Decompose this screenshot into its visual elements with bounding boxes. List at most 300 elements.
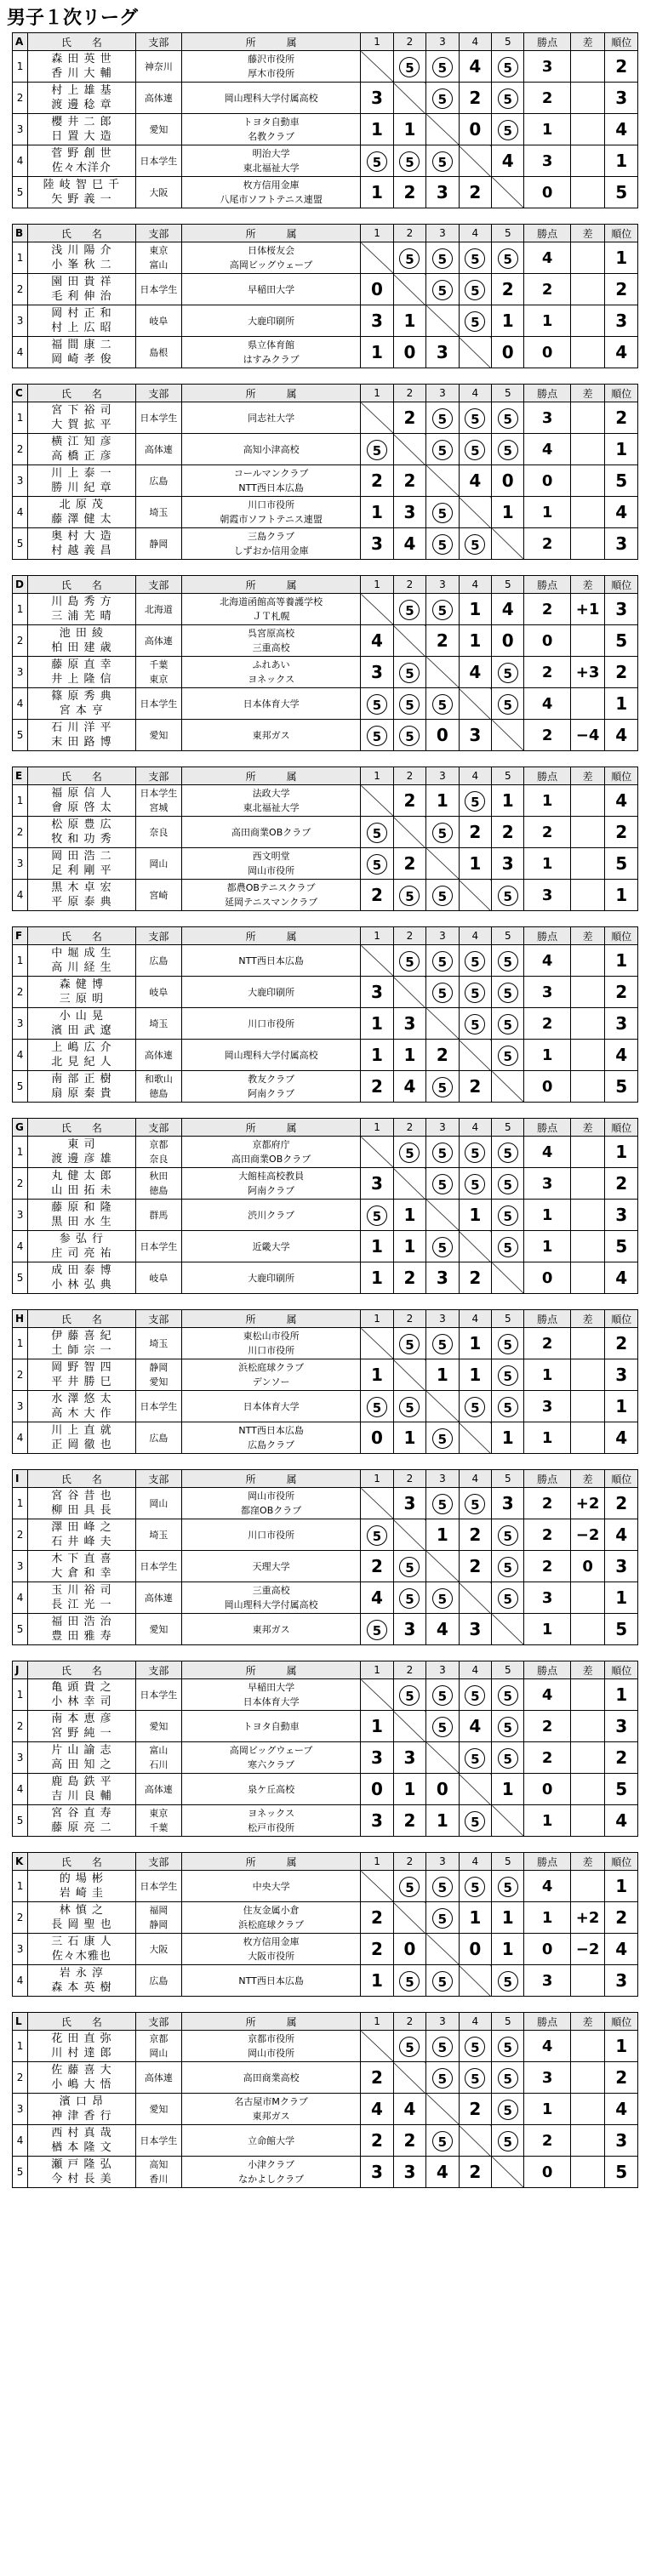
score-diff: +1	[570, 594, 605, 625]
winning-score-circle: 5	[498, 951, 518, 972]
rank: 5	[605, 1774, 638, 1805]
match-score	[393, 594, 425, 625]
win-points: 3	[524, 402, 570, 434]
branch-name: 愛知	[149, 1376, 168, 1388]
match-score	[492, 1551, 524, 1582]
player-names	[28, 2125, 136, 2157]
player-branch	[135, 83, 181, 114]
match-score	[393, 1328, 425, 1359]
rank: 1	[605, 1391, 638, 1422]
win-points: 2	[524, 2125, 570, 2157]
match-score	[492, 434, 524, 465]
winning-score-circle: 5	[399, 151, 420, 172]
player-row	[13, 720, 638, 751]
player-name: 小 林 幸 司	[51, 1695, 112, 1708]
header-opponent-5: 5	[492, 1661, 524, 1679]
match-score	[426, 880, 459, 911]
player-row	[13, 657, 638, 688]
affiliation-name: NTT西日本広島	[238, 1425, 304, 1436]
win-points: 1	[524, 785, 570, 817]
affiliation-name: 高岡ビッグウェーブ	[229, 259, 313, 271]
match-score	[393, 1137, 425, 1168]
player-name: 篠 原 秀 典	[51, 690, 112, 703]
affiliation-name: ふれあい	[252, 659, 290, 670]
score-diff	[570, 1168, 605, 1200]
header-diff: 差	[570, 927, 605, 945]
winning-score-circle: 5	[432, 534, 453, 555]
player-branch	[135, 1934, 181, 1965]
branch-name: 石川	[149, 1759, 168, 1770]
winning-score-circle: 5	[465, 2037, 485, 2057]
winning-score-circle: 5	[399, 1334, 420, 1354]
match-score: 2	[393, 177, 425, 208]
player-row	[13, 2157, 638, 2188]
match-score: 3	[361, 657, 393, 688]
score-diff	[570, 114, 605, 145]
match-score: 1	[393, 1200, 425, 1231]
self-match-diagonal	[361, 1488, 393, 1519]
match-score	[459, 1008, 491, 1040]
league-table-f	[12, 926, 638, 1103]
self-match-diagonal	[459, 1040, 491, 1071]
branch-name: 高体連	[144, 2072, 173, 2083]
player-number: 3	[13, 1934, 28, 1965]
player-names	[28, 1965, 136, 1997]
match-score: 2	[393, 465, 425, 497]
match-score: 0	[459, 1934, 491, 1965]
header-affiliation: 所 属	[181, 1853, 360, 1871]
winning-score-circle: 5	[465, 1397, 485, 1417]
player-names	[28, 51, 136, 83]
rank: 3	[605, 2125, 638, 2157]
match-score	[492, 945, 524, 977]
winning-score-circle: 5	[399, 726, 420, 746]
match-score: 1	[459, 594, 491, 625]
player-branch	[135, 1519, 181, 1551]
player-number: 1	[13, 785, 28, 817]
score-diff	[570, 177, 605, 208]
rank: 1	[605, 1137, 638, 1168]
branch-name: 高体連	[144, 92, 173, 104]
player-row	[13, 1040, 638, 1071]
match-score: 0	[492, 337, 524, 368]
rank: 5	[605, 848, 638, 880]
match-score	[426, 945, 459, 977]
player-affiliation	[181, 1774, 360, 1805]
match-score: 1	[459, 848, 491, 880]
player-number: 2	[13, 1359, 28, 1391]
winning-score-circle: 5	[465, 440, 485, 460]
branch-name: 群馬	[149, 1209, 168, 1221]
winning-score-circle: 5	[432, 1428, 453, 1449]
header-name: 氏 名	[28, 225, 136, 242]
player-names	[28, 177, 136, 208]
header-rank: 順位	[605, 1470, 638, 1488]
winning-score-circle: 5	[498, 1557, 518, 1577]
rank: 4	[605, 114, 638, 145]
player-name: 石 川 洋 平	[51, 721, 112, 734]
header-branch: 支部	[135, 385, 181, 402]
affiliation-name: 京都市役所	[248, 2033, 295, 2044]
rank: 5	[605, 465, 638, 497]
header-opponent-4: 4	[459, 33, 491, 51]
win-points: 2	[524, 594, 570, 625]
player-affiliation	[181, 1871, 360, 1902]
match-score: 2	[492, 817, 524, 848]
affiliation-name: 東松山市役所	[243, 1331, 300, 1342]
winning-score-circle: 5	[465, 280, 485, 300]
player-name: 神 津 香 行	[51, 2110, 112, 2123]
player-row	[13, 1711, 638, 1742]
rank: 1	[605, 2031, 638, 2062]
match-score: 3	[361, 1805, 393, 1837]
self-match-diagonal	[393, 625, 425, 657]
affiliation-name: 大鹿印刷所	[248, 315, 295, 327]
winning-score-circle: 5	[432, 1877, 453, 1897]
player-name: 長 岡 聖 也	[51, 1918, 112, 1931]
match-score	[492, 402, 524, 434]
win-points: 0	[524, 1934, 570, 1965]
league-table-g	[12, 1118, 638, 1294]
branch-name: 神奈川	[144, 60, 173, 72]
player-names	[28, 1071, 136, 1103]
player-name: 正 岡 徹 也	[51, 1439, 112, 1451]
player-name: 三 石 康 人	[51, 1935, 112, 1948]
player-name: 村 上 広 昭	[51, 322, 112, 334]
winning-score-circle: 5	[432, 440, 453, 460]
player-number: 4	[13, 1231, 28, 1262]
winning-score-circle: 5	[498, 2068, 518, 2089]
header-name: 氏 名	[28, 1310, 136, 1328]
player-affiliation	[181, 177, 360, 208]
player-names	[28, 1934, 136, 1965]
group-letter: B	[13, 225, 28, 242]
player-number: 5	[13, 528, 28, 560]
player-name: 平 井 勝 巳	[51, 1376, 112, 1388]
match-score	[361, 848, 393, 880]
affiliation-name: 川口市役所	[248, 1017, 295, 1029]
player-names	[28, 1328, 136, 1359]
rank: 5	[605, 1614, 638, 1645]
affiliation-name: 岡山理科大学付属高校	[224, 1599, 318, 1610]
self-match-diagonal	[426, 657, 459, 688]
player-row	[13, 1008, 638, 1040]
self-match-diagonal	[492, 1614, 524, 1645]
match-score: 0	[426, 1774, 459, 1805]
player-names	[28, 1805, 136, 1837]
match-score: 2	[426, 1040, 459, 1071]
affiliation-name: ＪＴ札幌	[252, 611, 290, 622]
rank: 2	[605, 1488, 638, 1519]
player-branch	[135, 1231, 181, 1262]
match-score: 2	[361, 880, 393, 911]
player-number: 1	[13, 1871, 28, 1902]
player-branch	[135, 497, 181, 528]
winning-score-circle: 5	[432, 983, 453, 1003]
header-opponent-2: 2	[393, 1310, 425, 1328]
match-score: 2	[459, 1262, 491, 1294]
player-row	[13, 2031, 638, 2062]
player-branch	[135, 1551, 181, 1582]
league-table-l	[12, 2012, 638, 2188]
match-score	[426, 1422, 459, 1454]
match-score: 1	[459, 1902, 491, 1934]
player-affiliation	[181, 1008, 360, 1040]
affiliation-name: 都窪OBクラブ	[241, 1505, 302, 1516]
score-diff	[570, 1137, 605, 1168]
player-name: 土 師 宗 一	[51, 1344, 112, 1357]
score-diff: +3	[570, 657, 605, 688]
player-name: 平 原 泰 典	[51, 896, 112, 909]
win-points: 4	[524, 945, 570, 977]
header-name: 氏 名	[28, 576, 136, 594]
affiliation-name: 厚木市役所	[248, 68, 295, 79]
score-diff	[570, 1774, 605, 1805]
player-branch	[135, 51, 181, 83]
match-score: 2	[459, 1519, 491, 1551]
win-points: 3	[524, 1168, 570, 1200]
player-name: 小 山 晃	[59, 1010, 105, 1023]
match-score	[492, 1742, 524, 1774]
player-affiliation	[181, 657, 360, 688]
player-row	[13, 1774, 638, 1805]
header-opponent-3: 3	[426, 1310, 459, 1328]
winning-score-circle: 5	[498, 1174, 518, 1194]
player-name: 岡 村 正 和	[51, 307, 112, 320]
player-affiliation	[181, 625, 360, 657]
match-score: 3	[426, 337, 459, 368]
header-opponent-2: 2	[393, 33, 425, 51]
header-affiliation: 所 属	[181, 1661, 360, 1679]
match-score: 1	[426, 785, 459, 817]
header-opponent-5: 5	[492, 1853, 524, 1871]
player-name: 高 田 知 之	[51, 1758, 112, 1771]
win-points: 3	[524, 1965, 570, 1997]
branch-name: 日本学生	[140, 1689, 178, 1701]
match-score: 4	[459, 657, 491, 688]
header-row	[13, 2013, 638, 2031]
self-match-diagonal	[393, 434, 425, 465]
winning-score-circle: 5	[432, 1685, 453, 1706]
winning-score-circle: 5	[465, 248, 485, 269]
self-match-diagonal	[393, 1519, 425, 1551]
winning-score-circle: 5	[498, 1588, 518, 1609]
player-names	[28, 1742, 136, 1774]
header-affiliation: 所 属	[181, 225, 360, 242]
player-branch	[135, 977, 181, 1008]
player-names	[28, 1040, 136, 1071]
player-branch	[135, 1137, 181, 1168]
match-score: 3	[393, 1008, 425, 1040]
branch-name: 奈良	[149, 826, 168, 838]
winning-score-circle: 5	[367, 151, 387, 172]
player-name: 小 峯 秋 二	[51, 259, 112, 271]
player-row	[13, 625, 638, 657]
affiliation-name: 延岡テニスマンクラブ	[225, 897, 318, 908]
match-score: 4	[361, 1582, 393, 1614]
match-score: 1	[492, 497, 524, 528]
player-number: 4	[13, 1774, 28, 1805]
rank: 4	[605, 1040, 638, 1071]
player-name: 宮 谷 昔 也	[51, 1490, 112, 1502]
branch-name: 埼玉	[149, 1529, 168, 1541]
branch-name: 広島	[149, 475, 168, 487]
player-row	[13, 274, 638, 305]
player-affiliation	[181, 1805, 360, 1837]
player-name: 井 上 隆 信	[51, 673, 112, 686]
header-diff: 差	[570, 576, 605, 594]
self-match-diagonal	[426, 2094, 459, 2125]
match-score	[361, 1200, 393, 1231]
match-score	[492, 1137, 524, 1168]
player-names	[28, 1582, 136, 1614]
match-score: 1	[393, 1040, 425, 1071]
header-opponent-2: 2	[393, 767, 425, 785]
self-match-diagonal	[361, 594, 393, 625]
winning-score-circle: 5	[498, 694, 518, 715]
winning-score-circle: 5	[432, 1588, 453, 1609]
player-names	[28, 1137, 136, 1168]
rank: 1	[605, 145, 638, 177]
header-opponent-1: 1	[361, 385, 393, 402]
self-match-diagonal	[426, 465, 459, 497]
player-name: 片 山 諭 志	[51, 1744, 112, 1757]
winning-score-circle: 5	[432, 248, 453, 269]
header-row	[13, 927, 638, 945]
player-branch	[135, 1391, 181, 1422]
affiliation-name: NTT西日本広島	[238, 482, 304, 493]
match-score: 4	[361, 625, 393, 657]
league-table-k	[12, 1852, 638, 1997]
header-branch: 支部	[135, 1853, 181, 1871]
match-score: 0	[426, 720, 459, 751]
player-branch	[135, 305, 181, 337]
self-match-diagonal	[492, 177, 524, 208]
player-branch	[135, 465, 181, 497]
affiliation-name: 高田商業OBクラブ	[231, 826, 311, 838]
rank: 2	[605, 2062, 638, 2094]
rank: 1	[605, 434, 638, 465]
player-name: 柏 田 建 歳	[51, 641, 112, 654]
win-points: 2	[524, 83, 570, 114]
winning-score-circle: 5	[432, 2068, 453, 2089]
affiliation-name: 大鹿印刷所	[248, 1272, 295, 1284]
self-match-diagonal	[459, 145, 491, 177]
header-affiliation: 所 属	[181, 767, 360, 785]
player-name: 毛 利 伸 治	[51, 290, 112, 303]
score-diff	[570, 817, 605, 848]
player-name: 南 部 正 樹	[51, 1073, 112, 1086]
match-score: 4	[459, 1711, 491, 1742]
match-score	[492, 1168, 524, 1200]
match-score: 1	[361, 1262, 393, 1294]
win-points: 2	[524, 1742, 570, 1774]
match-score: 2	[361, 1902, 393, 1934]
match-score: 3	[492, 848, 524, 880]
branch-name: 高知	[149, 2159, 168, 2170]
player-number: 5	[13, 720, 28, 751]
match-score	[492, 2125, 524, 2157]
player-name: 花 田 直 弥	[51, 2032, 112, 2045]
match-score: 2	[393, 1262, 425, 1294]
winning-score-circle: 5	[399, 886, 420, 906]
header-affiliation: 所 属	[181, 2013, 360, 2031]
self-match-diagonal	[393, 1168, 425, 1200]
affiliation-name: 高田商業高校	[243, 2072, 300, 2083]
match-score: 0	[361, 1774, 393, 1805]
header-opponent-2: 2	[393, 1470, 425, 1488]
player-name: 福 原 信 人	[51, 787, 112, 800]
player-name: 東 司	[67, 1138, 96, 1151]
match-score	[426, 1679, 459, 1711]
header-points: 勝点	[524, 1119, 570, 1137]
match-score: 4	[492, 145, 524, 177]
win-points: 0	[524, 337, 570, 368]
winning-score-circle: 5	[498, 1748, 518, 1769]
self-match-diagonal	[361, 242, 393, 274]
self-match-diagonal	[426, 848, 459, 880]
affiliation-name: 阿南クラブ	[248, 1185, 295, 1196]
winning-score-circle: 5	[498, 1971, 518, 1992]
header-opponent-1: 1	[361, 225, 393, 242]
self-match-diagonal	[393, 2062, 425, 2094]
match-score: 4	[459, 51, 491, 83]
match-score	[361, 1519, 393, 1551]
header-diff: 差	[570, 767, 605, 785]
player-row	[13, 1262, 638, 1294]
match-score: 2	[426, 625, 459, 657]
player-branch	[135, 945, 181, 977]
winning-score-circle: 5	[498, 2131, 518, 2151]
header-branch: 支部	[135, 1310, 181, 1328]
score-diff	[570, 2157, 605, 2188]
player-name: 藤 原 亮 二	[51, 1821, 112, 1834]
win-points: 1	[524, 1200, 570, 1231]
player-name: 小 林 弘 典	[51, 1279, 112, 1291]
player-names	[28, 1902, 136, 1934]
winning-score-circle: 5	[498, 886, 518, 906]
match-score	[426, 1871, 459, 1902]
player-number: 4	[13, 1582, 28, 1614]
self-match-diagonal	[459, 688, 491, 720]
branch-name: 広島	[149, 955, 168, 966]
win-points: 4	[524, 242, 570, 274]
match-score	[492, 1040, 524, 1071]
header-opponent-4: 4	[459, 1310, 491, 1328]
rank: 5	[605, 625, 638, 657]
player-number: 1	[13, 945, 28, 977]
win-points: 1	[524, 1231, 570, 1262]
player-affiliation	[181, 402, 360, 434]
self-match-diagonal	[459, 880, 491, 911]
player-affiliation	[181, 594, 360, 625]
match-score: 4	[426, 2157, 459, 2188]
player-name: 日 置 大 造	[51, 130, 112, 143]
player-number: 4	[13, 497, 28, 528]
winning-score-circle: 5	[367, 694, 387, 715]
player-names	[28, 688, 136, 720]
player-names	[28, 848, 136, 880]
header-opponent-3: 3	[426, 927, 459, 945]
affiliation-name: 岡山理科大学付属高校	[224, 92, 318, 104]
rank: 2	[605, 1902, 638, 1934]
self-match-diagonal	[459, 1774, 491, 1805]
header-name: 氏 名	[28, 1661, 136, 1679]
win-points: 3	[524, 1582, 570, 1614]
affiliation-name: 早稲田大学	[248, 1682, 295, 1693]
player-affiliation	[181, 848, 360, 880]
match-score: 4	[492, 594, 524, 625]
